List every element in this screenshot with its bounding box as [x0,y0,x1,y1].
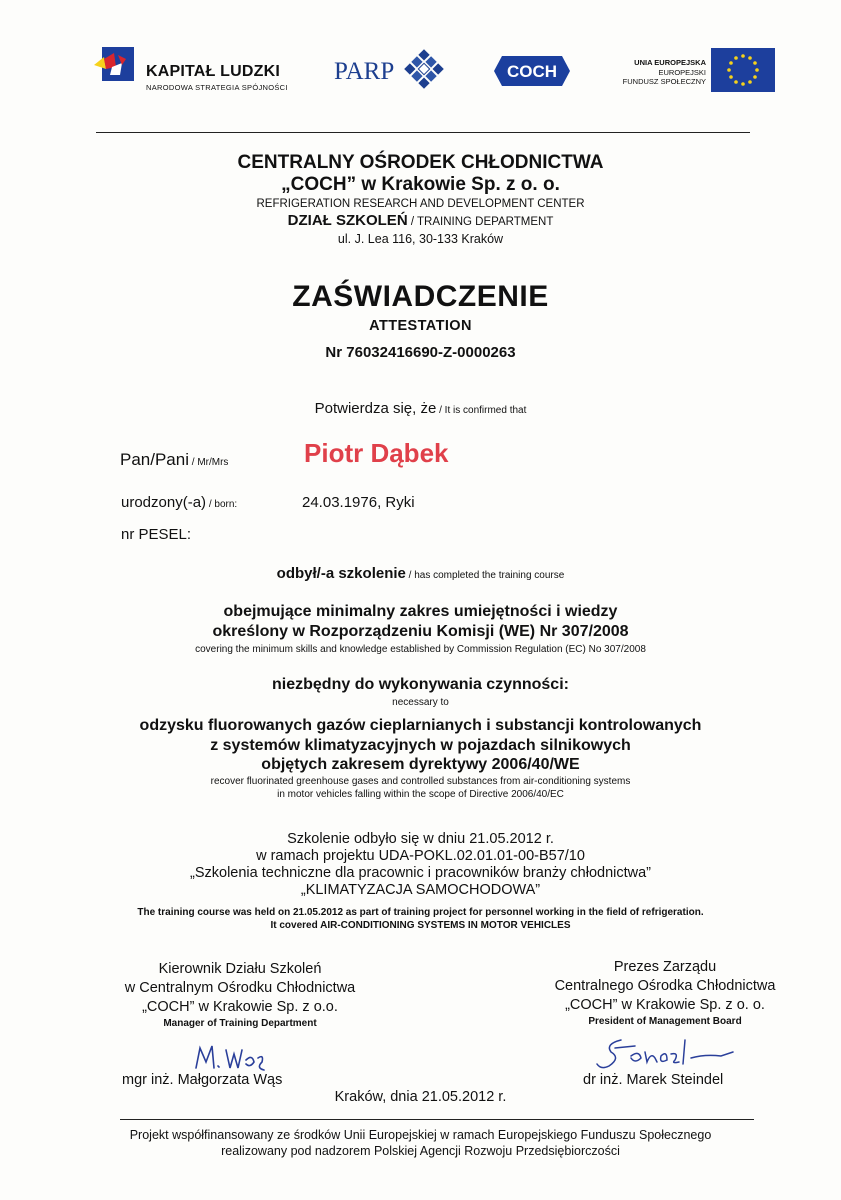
eu-line1: UNIA EUROPEJSKA [634,58,706,67]
training-details-en [0,906,841,932]
kapital-ludzki-subtitle: NARODOWA STRATEGIA SPÓJNOŚCI [146,83,288,92]
divider-bottom [120,1119,754,1120]
course-completed [0,565,841,582]
parp-logo-icon [402,47,446,91]
handwritten-signature-left [192,1038,272,1074]
recovery-line2: z systemów klimatyzacyjnych w pojazdach silnikowych [210,736,631,754]
name-label-pl: Pan/Pani [120,450,189,469]
org-name-city: „COCH” w Krakowie Sp. z o. o. [281,174,560,195]
footer [0,1127,841,1159]
recovery-line3: objętych zakresem dyrektywy 2006/40/WE [261,756,580,773]
training-en-line2: It covered AIR-CONDITIONING SYSTEMS IN MOTOR VEHICLES [270,920,571,931]
course-scope-line1: obejmujące minimalny zakres umiejętności i wiedzy [223,603,618,620]
document-number: Nr 76032416690-Z-0000263 [325,344,516,361]
eu-line2: EUROPEJSKI [658,67,706,77]
eu-text [600,58,706,87]
person-name: Piotr Dąbek [304,438,449,468]
kapital-ludzki-logo-icon [92,45,136,85]
signature-block-left [80,960,400,1031]
training-en-line1: The training course was held on 21.05.2012 as part of training project for personnel working in the field of refrigeration. [137,907,704,918]
course-completed-en: / has completed the training course [405,570,565,581]
org-name: CENTRALNY OŚRODEK CHŁODNICTWA [237,152,604,173]
coch-logo-text: COCH [506,62,558,81]
document-title: ZAŚWIADCZENIE [292,280,549,313]
eu-line3: FUNDUSZ SPOŁECZNY [622,77,706,86]
right-title-line2: Centralnego Ośrodka Chłodnictwa [554,978,776,994]
course-scope [0,602,841,642]
coch-logo [494,56,570,86]
footer-line1: Projekt współfinansowany ze środków Unii Europejskiej w ramach Europejskiego Funduszu Społecznego [129,1128,712,1142]
left-title-line2: w Centralnym Ośrodku Chłodnictwa [124,980,356,996]
left-title-line3: „COCH” w Krakowie Sp. z o.o. [142,999,338,1015]
confirm-en: / It is confirmed that [436,405,527,416]
address: ul. J. Lea 116, 30-133 Kraków [337,232,504,246]
name-label-en: / Mr/Mrs [189,457,229,468]
eu-flag-icon [711,48,775,92]
department-pl: DZIAŁ SZKOLEŃ [287,212,408,229]
recovery-scope [0,716,841,775]
signer-left-name: mgr inż. Małgorzata Wąs [122,1072,283,1088]
right-title-line3: „COCH” w Krakowie Sp. z o. o. [565,997,765,1013]
recovery-en-line2: in motor vehicles falling within the scope of Directive 2006/40/EC [277,789,564,800]
left-role-en: Manager of Training Department [163,1018,317,1029]
born-value: 24.03.1976, Ryki [302,494,415,511]
confirm-statement [0,400,841,417]
signature-block-right [500,958,830,1029]
department-en: / TRAINING DEPARTMENT [407,216,554,228]
department [0,212,841,229]
training-line2: w ramach projektu UDA-POKL.02.01.01-00-B57/10 [256,848,585,864]
kapital-ludzki-title: KAPITAŁ LUDZKI [146,63,281,80]
born-label-pl: urodzony(-a) [121,494,207,511]
course-scope-en: covering the minimum skills and knowledge established by Commission Regulation (EC) No 307/2008 [195,644,646,655]
place-date: Kraków, dnia 21.05.2012 r. [334,1089,507,1105]
course-completed-pl: odbył/-a szkolenie [276,565,406,582]
training-details [0,831,841,899]
left-title-line1: Kierownik Działu Szkoleń [158,961,322,977]
necessary-pl: niezbędny do wykonywania czynności: [272,676,569,693]
course-scope-line2: określony w Rozporządzeniu Komisji (WE) Nr 307/2008 [212,623,629,640]
training-line1: Szkolenie odbyło się w dniu 21.05.2012 r. [287,831,554,847]
recovery-scope-en [0,775,841,801]
divider-top [96,132,750,133]
pesel-label: nr PESEL: [121,526,192,543]
signer-right-name: dr inż. Marek Steindel [583,1072,724,1088]
handwritten-signature-right [595,1034,735,1074]
right-title-line1: Prezes Zarządu [613,959,717,975]
born-label-en: / born: [206,499,238,510]
recovery-en-line1: recover fluorinated greenhouse gases and controlled substances from air-conditioning systems [210,776,631,787]
necessary-en: necessary to [392,697,449,708]
training-line3: „Szkolenia techniczne dla pracownic i pracowników branży chłodnictwa” [190,865,651,881]
document-subtitle: ATTESTATION [369,318,472,334]
born-label [121,494,237,511]
right-role-en: President of Management Board [588,1016,742,1027]
rd-center: REFRIGERATION RESEARCH AND DEVELOPMENT CENTER [256,198,585,210]
footer-line2: realizowany pod nadzorem Polskiej Agencji Rozwoju Przedsiębiorczości [221,1144,620,1158]
training-line4: „KLIMATYZACJA SAMOCHODOWA” [300,882,541,898]
recovery-line1: odzysku fluorowanych gazów cieplarnianych i substancji kontrolowanych [139,717,702,734]
confirm-pl: Potwierdza się, że [314,400,437,417]
parp-logo-text: PARP [334,58,395,85]
name-label [120,450,228,470]
